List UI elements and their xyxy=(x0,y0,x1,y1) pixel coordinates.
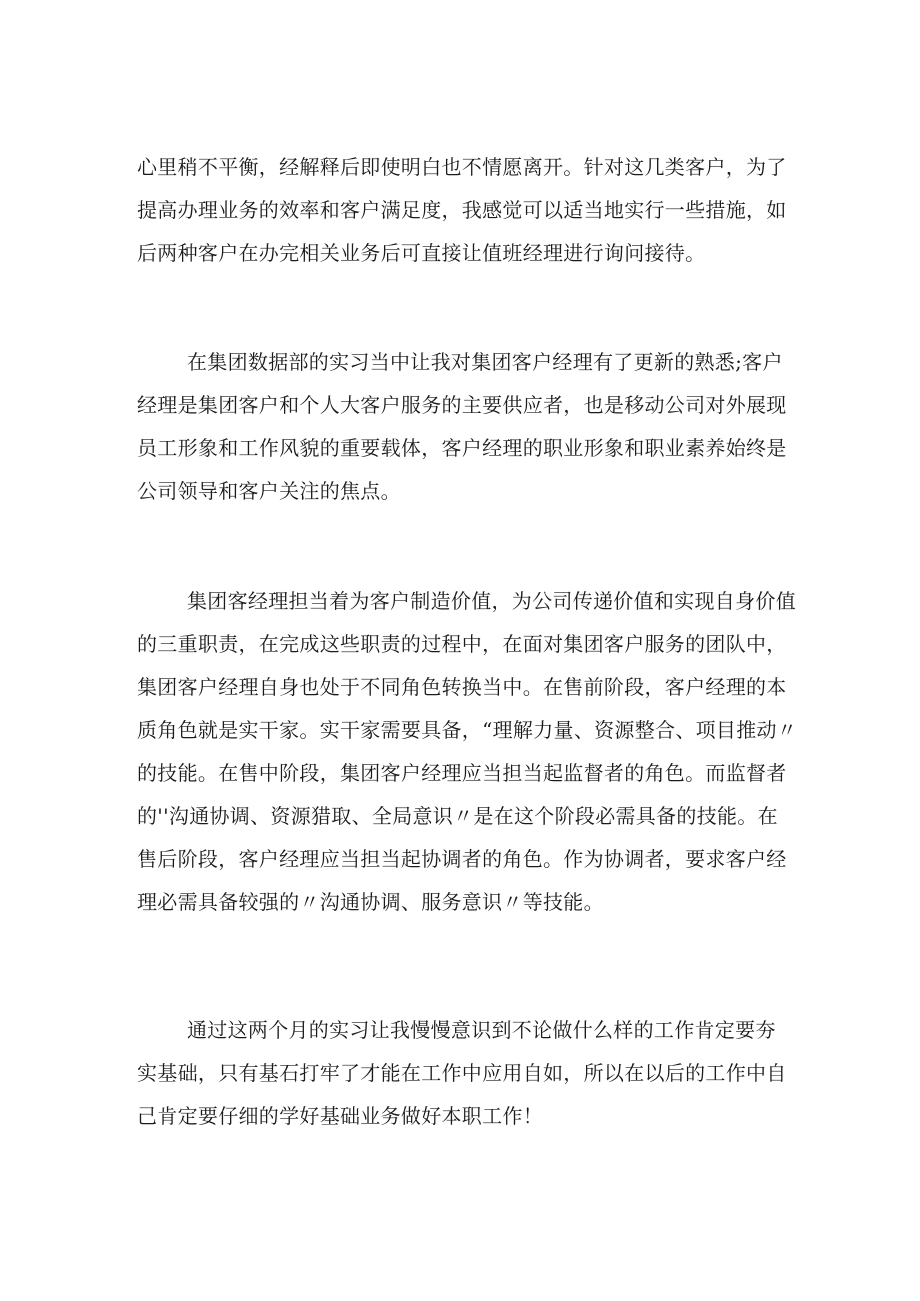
paragraph-line: 己肯定要仔细的学好基础业务做好本职工作！ xyxy=(137,1104,543,1128)
paragraph-line: 后两种客户在办完相关业务后可直接让值班经理进行询问接待。 xyxy=(137,241,706,265)
paragraph-3 xyxy=(137,580,797,924)
paragraph-line: 的技能。在售中阶段，集团客户经理应当担当起监督者的角色。而监督者 xyxy=(137,761,787,785)
paragraph-line: 质角色就是实干家。实干家需要具备，“理解力量、资源整合、项目推动〃 xyxy=(137,718,798,742)
paragraph-line: 公司领导和客户关注的焦点。 xyxy=(137,479,401,503)
paragraph-line: 在集团数据部的实习当中让我对集团客户经理有了更新的熟悉;客户 xyxy=(187,350,783,374)
paragraph-line: 售后阶段，客户经理应当担当起协调者的角色。作为协调者，要求客户经 xyxy=(137,847,787,871)
paragraph-line: 提高办理业务的效率和客户满足度，我感觉可以适当地实行一些措施，如 xyxy=(137,198,787,222)
paragraph-line: 实基础，只有基石打牢了才能在工作中应用自如，所以在以后的工作中自 xyxy=(137,1061,787,1085)
paragraph-2 xyxy=(137,341,797,513)
paragraph-4 xyxy=(137,1009,797,1138)
paragraph-line: 心里稍不平衡，经解释后即使明白也不情愿离开。针对这几类客户，为了 xyxy=(137,155,787,179)
paragraph-line: 的''沟通协调、资源猎取、全局意识〃是在这个阶段必需具备的技能。在 xyxy=(137,804,778,828)
paragraph-line: 集团客经理担当着为客户制造价值，为公司传递价值和实现自身价值 xyxy=(187,589,796,613)
paragraph-line: 理必需具备较强的〃沟通协调、服务意识〃等技能。 xyxy=(137,890,604,914)
paragraph-line: 经理是集团客户和个人大客户服务的主要供应者，也是移动公司对外展现 xyxy=(137,393,787,417)
paragraph-1 xyxy=(137,146,797,275)
paragraph-line: 的三重职责，在完成这些职责的过程中，在面对集团客户服务的团队中， xyxy=(137,632,787,656)
paragraph-line: 集团客户经理自身也处于不同角色转换当中。在售前阶段，客户经理的本 xyxy=(137,675,787,699)
paragraph-line: 员工形象和工作风貌的重要载体，客户经理的职业形象和职业素养始终是 xyxy=(137,436,787,460)
paragraph-line: 通过这两个月的实习让我慢慢意识到不论做什么样的工作肯定要夯 xyxy=(187,1018,776,1042)
